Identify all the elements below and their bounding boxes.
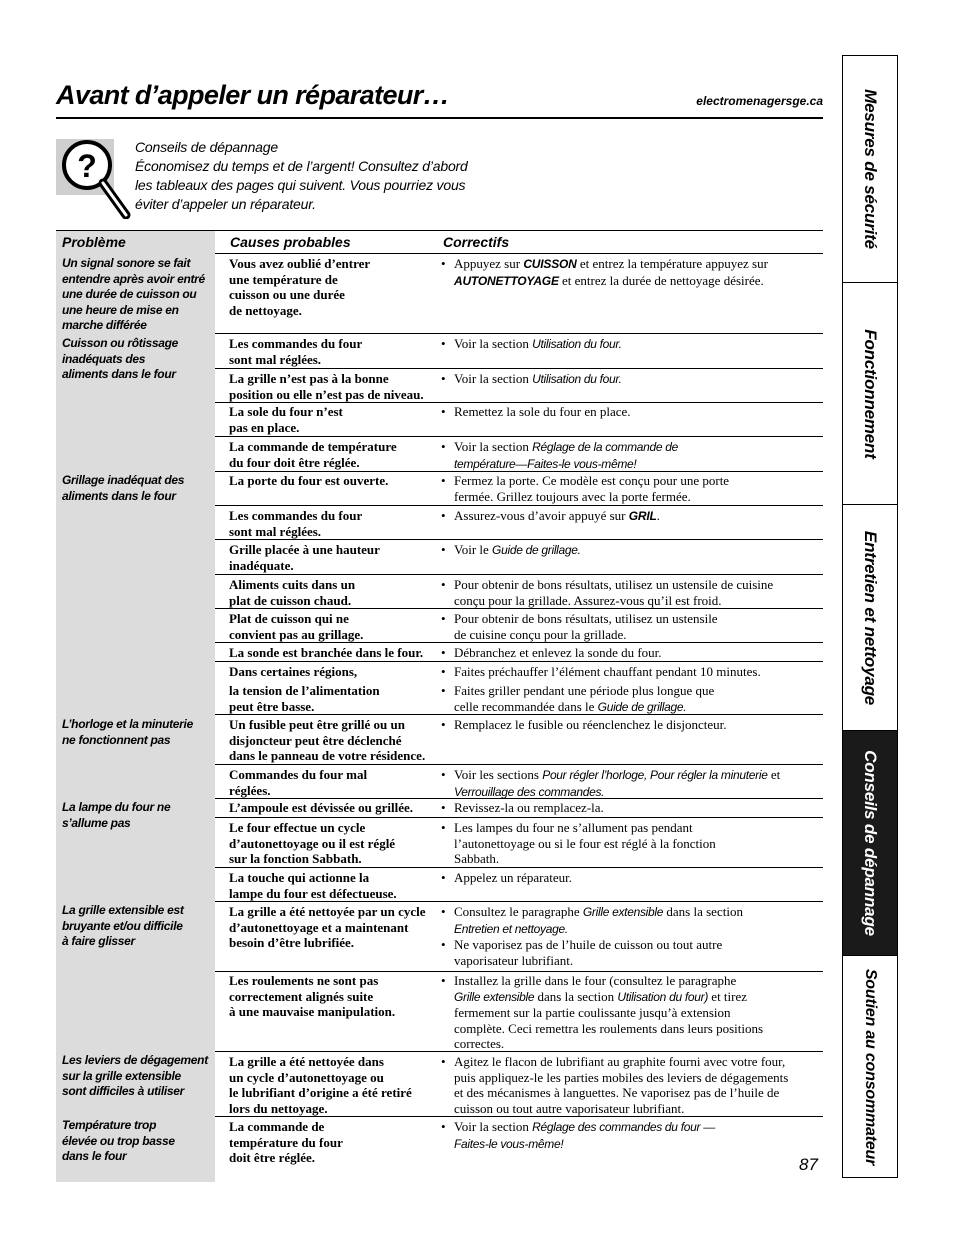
cause-line: plat de cuisson chaud. bbox=[229, 592, 352, 608]
cause-line: inadéquate. bbox=[229, 557, 294, 573]
fix-cell bbox=[440, 508, 824, 525]
fix-text: Sabbath. bbox=[454, 851, 500, 867]
section-reference: Guide de grillage. bbox=[597, 699, 687, 714]
fix-text: Débranchez et enlevez la sonde du four. bbox=[454, 645, 662, 660]
cause-line: le lubrifiant d’origine a été retiré bbox=[229, 1085, 412, 1101]
bullet-icon: • bbox=[441, 870, 446, 885]
page-title: Avant d’appeler un réparateur… bbox=[56, 80, 450, 110]
section-reference: Entretien et nettoyage. bbox=[454, 921, 568, 936]
cause-line: Commandes du four mal bbox=[229, 767, 368, 782]
problem-line: Les leviers de dégagement bbox=[62, 1053, 208, 1067]
cause-cell bbox=[229, 404, 439, 435]
cause-cell bbox=[229, 904, 439, 951]
fix-item bbox=[440, 256, 824, 289]
cause-line: température du four bbox=[229, 1134, 343, 1150]
bullet-icon: • bbox=[441, 404, 446, 419]
fix-text: Remplacez le fusible ou réenclenchez le disjoncteur. bbox=[454, 717, 727, 732]
fix-text: de cuisine conçu pour la grillade. bbox=[454, 626, 627, 642]
tab-label: Entretien et nettoyage bbox=[861, 530, 880, 705]
cause-line: La touche qui actionne la bbox=[229, 870, 370, 885]
header-fixes: Correctifs bbox=[443, 234, 510, 250]
row-divider bbox=[215, 368, 823, 369]
fix-text: l’autonettoyage ou si le four est réglé à la fonction bbox=[454, 835, 716, 851]
row-divider bbox=[215, 764, 823, 765]
fix-cell bbox=[440, 973, 824, 1052]
bullet-icon: • bbox=[441, 904, 446, 919]
bullet-icon: • bbox=[441, 937, 446, 953]
problem-line: La grille extensible est bbox=[62, 903, 184, 917]
bullet-icon: • bbox=[441, 683, 446, 698]
fix-item bbox=[440, 1119, 824, 1152]
cause-cell bbox=[229, 645, 439, 661]
cause-cell bbox=[229, 717, 439, 764]
cause-line: position ou elle n’est pas de niveau. bbox=[229, 386, 424, 402]
tab-label: Conseils de dépannage bbox=[861, 750, 880, 936]
cause-line: La commande de bbox=[229, 1119, 325, 1134]
fix-item bbox=[440, 404, 824, 420]
cause-line: La grille a été nettoyée par un cycle bbox=[229, 904, 426, 919]
intro-line: les tableaux des pages qui suivent. Vous pourriez vous bbox=[135, 177, 466, 193]
fix-text: Voir la section bbox=[454, 336, 533, 351]
section-reference: Pour régler l’horloge, Pour régler la minuterie bbox=[542, 768, 768, 782]
section-reference: Grille extensible bbox=[454, 989, 535, 1004]
fix-item bbox=[440, 937, 824, 968]
bullet-icon: • bbox=[441, 973, 446, 988]
fix-cell bbox=[440, 473, 824, 504]
autonettoyage-key-label: AUTONETTOYAGE bbox=[454, 273, 559, 288]
problem-cell bbox=[62, 903, 214, 950]
bullet-icon: • bbox=[441, 336, 446, 351]
cause-line: lampe du four est défectueuse. bbox=[229, 885, 397, 901]
fix-cell bbox=[440, 800, 824, 816]
cause-line: Aliments cuits dans un bbox=[229, 577, 356, 592]
cause-cell bbox=[229, 611, 439, 642]
problem-line: ne fonctionnent pas bbox=[62, 732, 171, 747]
fix-text: Assurez-vous d’avoir appuyé sur bbox=[454, 508, 629, 523]
problem-cell bbox=[62, 800, 214, 831]
cause-cell bbox=[229, 1054, 439, 1116]
fix-cell bbox=[440, 611, 824, 642]
fix-text: fermement sur la partie coulissante jusqu’à extension bbox=[454, 1005, 731, 1021]
cause-line: La grille n’est pas à la bonne bbox=[229, 371, 389, 386]
cause-line: à une mauvaise manipulation. bbox=[229, 1004, 396, 1020]
fix-text: fermée. Grillez toujours avec la porte fermée. bbox=[454, 488, 691, 504]
section-reference: Utilisation du four. bbox=[532, 337, 622, 351]
problem-cell bbox=[62, 1118, 214, 1165]
section-reference: température—Faites-le vous-même! bbox=[454, 456, 637, 471]
fix-text: Revissez-la ou remplacez-la. bbox=[454, 800, 604, 815]
problem-cell bbox=[62, 473, 214, 504]
fix-item bbox=[440, 577, 824, 608]
row-divider bbox=[215, 574, 823, 575]
tab-label: Mesures de sécurité bbox=[861, 89, 880, 249]
cause-cell bbox=[229, 820, 439, 867]
cause-cell bbox=[229, 800, 439, 816]
cause-line: disjoncteur peut être déclenché bbox=[229, 732, 402, 748]
section-reference: Verrouillage des commandes. bbox=[454, 784, 605, 799]
intro-text bbox=[135, 138, 468, 214]
section-reference: Réglage de la commande de bbox=[532, 440, 679, 454]
header-problem: Problème bbox=[62, 234, 126, 250]
cause-cell bbox=[229, 256, 439, 318]
cause-cell bbox=[229, 870, 439, 901]
section-reference: Guide de grillage. bbox=[492, 543, 581, 557]
fix-item bbox=[440, 473, 824, 504]
bullet-icon: • bbox=[441, 508, 446, 523]
problem-line: dans le four bbox=[62, 1149, 127, 1164]
cause-line: dans le panneau de votre résidence. bbox=[229, 748, 426, 764]
cause-cell bbox=[229, 1119, 439, 1166]
cause-line: d’autonettoyage ou il est réglé bbox=[229, 835, 396, 851]
cause-cell bbox=[229, 439, 439, 470]
cause-line: de nettoyage. bbox=[229, 302, 302, 318]
problem-line: sur la grille extensible bbox=[62, 1068, 181, 1083]
fix-item bbox=[440, 870, 824, 886]
section-reference: Faites-le vous-même! bbox=[454, 1136, 564, 1151]
cause-line: une température de bbox=[229, 271, 338, 287]
cause-line: cuisson ou une durée bbox=[229, 287, 345, 303]
cause-line: Grille placée à une hauteur bbox=[229, 542, 380, 557]
fix-cell bbox=[440, 542, 824, 559]
bullet-icon: • bbox=[441, 645, 446, 660]
bullet-icon: • bbox=[441, 1119, 446, 1134]
intro-line: Économisez du temps et de l’argent! Consultez d’abord bbox=[135, 158, 468, 174]
section-tabs bbox=[842, 55, 898, 1178]
fix-text: et entrez la température appuyez sur bbox=[576, 256, 768, 271]
fix-cell bbox=[440, 870, 824, 886]
bullet-icon: • bbox=[441, 717, 446, 732]
tab-mesures-de-securite[interactable] bbox=[843, 56, 897, 283]
cause-line: Plat de cuisson qui ne bbox=[229, 611, 349, 626]
fix-text: Faites préchauffer l’élément chauffant pendant 10 minutes. bbox=[454, 664, 761, 679]
fix-cell bbox=[440, 371, 824, 388]
cause-line: La sole du four n’est bbox=[229, 404, 343, 419]
cause-line: pas en place. bbox=[229, 419, 300, 435]
problem-line: s’allume pas bbox=[62, 815, 131, 830]
cause-line: Un fusible peut être grillé ou un bbox=[229, 717, 405, 732]
fix-item bbox=[440, 645, 824, 661]
cause-line: Les roulements ne sont pas bbox=[229, 973, 379, 988]
row-divider bbox=[215, 505, 823, 506]
fix-text: Consultez le paragraphe bbox=[454, 904, 583, 919]
cause-line: correctement alignés suite bbox=[229, 988, 374, 1004]
fix-text: Voir la section bbox=[454, 1119, 533, 1134]
tab-soutien-au-consommateur[interactable] bbox=[843, 956, 897, 1177]
fix-text: Voir le bbox=[454, 542, 493, 557]
page-number: 87 bbox=[799, 1155, 818, 1174]
fix-cell bbox=[440, 336, 824, 353]
fix-text: dans la section bbox=[663, 904, 743, 919]
bullet-icon: • bbox=[441, 577, 446, 592]
section-reference: Utilisation du four. bbox=[532, 372, 622, 386]
cause-line: Dans certaines régions, bbox=[229, 664, 358, 679]
fix-item bbox=[440, 371, 824, 388]
fix-item bbox=[440, 611, 824, 642]
bullet-icon: • bbox=[441, 439, 446, 454]
fix-cell bbox=[440, 683, 824, 715]
fix-text: complète. Ceci remettra les roulements dans leurs positions bbox=[454, 1020, 764, 1036]
intro-line: Conseils de dépannage bbox=[135, 139, 278, 155]
problem-line: Un signal sonore se fait bbox=[62, 256, 191, 270]
tab-entretien-et-nettoyage[interactable] bbox=[843, 505, 897, 731]
fix-cell bbox=[440, 439, 824, 472]
section-reference: Réglage des commandes du four — bbox=[532, 1120, 715, 1134]
svg-text:?: ? bbox=[77, 148, 97, 184]
bullet-icon: • bbox=[441, 542, 446, 557]
cause-line: réglées. bbox=[229, 782, 271, 798]
cuisson-key-label: CUISSON bbox=[523, 257, 577, 271]
cause-line: un cycle d’autonettoyage ou bbox=[229, 1069, 384, 1085]
fix-text: et des mécanismes à languettes. Ne vaporisez pas de l’huile de bbox=[454, 1085, 780, 1101]
problem-line: Cuisson ou rôtissage bbox=[62, 336, 179, 350]
fix-text: Ne vaporisez pas de l’huile de cuisson ou tout autre bbox=[454, 937, 723, 953]
fix-text: dans la section bbox=[534, 988, 618, 1004]
fix-item bbox=[440, 767, 824, 800]
section-reference: Grille extensible bbox=[582, 905, 664, 919]
fix-text: Pour obtenir de bons résultats, utilisez un ustensile bbox=[454, 611, 718, 626]
fix-text: . bbox=[656, 508, 660, 523]
row-divider bbox=[215, 817, 823, 818]
bullet-icon: • bbox=[441, 371, 446, 386]
cause-line: Le four effectue un cycle bbox=[229, 820, 366, 835]
tab-label: Fonctionnement bbox=[861, 328, 880, 459]
cause-line: Les commandes du four bbox=[229, 336, 363, 351]
cause-line: La commande de température bbox=[229, 439, 397, 454]
row-divider bbox=[215, 661, 823, 662]
cause-cell bbox=[229, 973, 439, 1020]
fix-text: correctes. bbox=[454, 1036, 505, 1052]
fix-text: et entrez la durée de nettoyage désirée. bbox=[558, 272, 764, 288]
problem-line: à faire glisser bbox=[62, 934, 135, 949]
bullet-icon: • bbox=[441, 611, 446, 626]
cause-line: La sonde est branchée dans le four. bbox=[229, 645, 424, 660]
fix-cell bbox=[440, 256, 824, 289]
fix-item bbox=[440, 717, 824, 733]
row-divider bbox=[215, 333, 823, 334]
fix-text: Les lampes du four ne s’allument pas pendant bbox=[454, 820, 693, 835]
problem-cell bbox=[62, 336, 214, 383]
fix-text: cuisson ou tout autre vaporisateur lubrifiant. bbox=[454, 1100, 685, 1116]
fix-text: conçu pour la grillade. Assurez-vous qu’il est froid. bbox=[454, 592, 722, 608]
fix-item bbox=[440, 683, 824, 715]
bullet-icon: • bbox=[441, 1054, 446, 1069]
fix-text: Agitez le flacon de lubrifiant au graphite fourni avec votre four, bbox=[454, 1054, 786, 1069]
fix-text: celle recommandée dans le bbox=[454, 698, 598, 714]
problem-line: une heure de mise en bbox=[62, 302, 179, 317]
row-divider bbox=[215, 436, 823, 437]
row-divider bbox=[215, 971, 823, 972]
problem-line: Température trop bbox=[62, 1118, 157, 1132]
bullet-icon: • bbox=[441, 256, 446, 271]
problem-line: marche différée bbox=[62, 318, 147, 333]
cause-line: sont mal réglées. bbox=[229, 351, 322, 367]
fix-item bbox=[440, 508, 824, 525]
fix-text: Faites griller pendant une période plus longue que bbox=[454, 683, 715, 698]
problem-cell bbox=[62, 256, 214, 334]
fix-cell bbox=[440, 1054, 824, 1116]
fix-cell bbox=[440, 645, 824, 661]
fix-item bbox=[440, 336, 824, 353]
fix-cell bbox=[440, 717, 824, 733]
cause-line: du four doit être réglée. bbox=[229, 454, 360, 470]
problem-line: aliments dans le four bbox=[62, 488, 176, 503]
tab-fonctionnement[interactable] bbox=[843, 283, 897, 505]
cause-line: peut être basse. bbox=[229, 698, 315, 714]
table-header-rule bbox=[215, 253, 823, 254]
fix-text: Fermez la porte. Ce modèle est conçu pour une porte bbox=[454, 473, 730, 488]
problem-line: Grillage inadéquat des bbox=[62, 473, 185, 487]
cause-line: la tension de l’alimentation bbox=[229, 683, 380, 698]
cause-line: lors du nettoyage. bbox=[229, 1100, 328, 1116]
gril-key-label: GRIL bbox=[628, 509, 657, 523]
fix-cell bbox=[440, 577, 824, 608]
fix-text: puis appliquez-le les parties mobiles des leviers de dégagements bbox=[454, 1069, 789, 1085]
fix-cell bbox=[440, 1119, 824, 1152]
fix-cell bbox=[440, 767, 824, 800]
fix-text: et bbox=[767, 767, 781, 782]
cause-line: L’ampoule est dévissée ou grillée. bbox=[229, 800, 414, 815]
problem-line: une durée de cuisson ou bbox=[62, 287, 197, 302]
cause-line: La porte du four est ouverte. bbox=[229, 473, 389, 488]
fix-text: vaporisateur lubrifiant. bbox=[454, 952, 574, 968]
fix-cell bbox=[440, 664, 824, 680]
cause-line: convient pas au grillage. bbox=[229, 626, 364, 642]
problem-line: inadéquats des bbox=[62, 351, 146, 366]
cause-cell bbox=[229, 336, 439, 367]
fix-item bbox=[440, 1054, 824, 1116]
cause-line: sont mal réglées. bbox=[229, 523, 322, 539]
bullet-icon: • bbox=[441, 800, 446, 815]
title-divider bbox=[56, 117, 823, 119]
fix-text: Remettez la sole du four en place. bbox=[454, 404, 631, 419]
problem-line: élevée ou trop basse bbox=[62, 1133, 175, 1148]
intro-line: éviter d’appeler un réparateur. bbox=[135, 196, 316, 212]
problem-line: sont difficiles à utiliser bbox=[62, 1084, 185, 1099]
problem-line: La lampe du four ne bbox=[62, 800, 171, 814]
fix-item bbox=[440, 800, 824, 816]
fix-cell bbox=[440, 904, 824, 968]
tab-conseils-de-depannage[interactable] bbox=[843, 731, 897, 956]
cause-cell bbox=[229, 577, 439, 608]
problem-cell bbox=[62, 1053, 214, 1100]
fix-text: Voir la section bbox=[454, 371, 533, 386]
fix-item bbox=[440, 973, 824, 1052]
bullet-icon: • bbox=[441, 767, 446, 782]
fix-cell bbox=[440, 820, 824, 867]
cause-line: besoin d’être lubrifiée. bbox=[229, 935, 355, 951]
fix-text: Installez la grille dans le four (consultez le paragraphe bbox=[454, 973, 737, 988]
fix-item bbox=[440, 904, 824, 937]
cause-cell bbox=[229, 473, 439, 489]
bullet-icon: • bbox=[441, 664, 446, 679]
cause-cell bbox=[229, 767, 439, 798]
problem-cell bbox=[62, 717, 214, 748]
cause-line: d’autonettoyage et a maintenant bbox=[229, 919, 409, 935]
fix-text: Voir les sections bbox=[454, 767, 543, 782]
bullet-icon: • bbox=[441, 820, 446, 835]
problem-line: bruyante et/ou difficile bbox=[62, 918, 183, 933]
cause-line: Vous avez oublié d’entrer bbox=[229, 256, 371, 271]
fix-text: Voir la section bbox=[454, 439, 533, 454]
fix-item bbox=[440, 664, 824, 680]
problem-line: L’horloge et la minuterie bbox=[62, 717, 193, 731]
cause-cell bbox=[229, 371, 439, 402]
row-divider bbox=[215, 867, 823, 868]
problem-line: entendre après avoir entré bbox=[62, 271, 205, 286]
cause-line: La grille a été nettoyée dans bbox=[229, 1054, 384, 1069]
cause-line: doit être réglée. bbox=[229, 1150, 316, 1166]
fix-text: Appuyez sur bbox=[454, 256, 524, 271]
fix-text: et tirez bbox=[708, 988, 748, 1004]
cause-line: sur la fonction Sabbath. bbox=[229, 851, 362, 867]
cause-cell bbox=[229, 683, 439, 714]
section-reference: Utilisation du four) bbox=[617, 989, 709, 1004]
question-mark-magnifier-icon bbox=[56, 135, 136, 219]
fix-item bbox=[440, 542, 824, 559]
website-url[interactable]: electromenagersge.ca bbox=[696, 94, 823, 108]
tab-label: Soutien au consommateur bbox=[862, 968, 879, 1165]
cause-cell bbox=[229, 664, 439, 680]
fix-text: Pour obtenir de bons résultats, utilisez un ustensile de cuisine bbox=[454, 577, 774, 592]
fix-item bbox=[440, 820, 824, 867]
table-top-rule bbox=[56, 230, 823, 231]
fix-text: Appelez un réparateur. bbox=[454, 870, 573, 885]
cause-cell bbox=[229, 542, 439, 573]
fix-item bbox=[440, 439, 824, 472]
header-causes: Causes probables bbox=[230, 234, 351, 250]
cause-cell bbox=[229, 508, 439, 539]
cause-line: Les commandes du four bbox=[229, 508, 363, 523]
fix-cell bbox=[440, 404, 824, 420]
bullet-icon: • bbox=[441, 473, 446, 488]
problem-line: aliments dans le four bbox=[62, 367, 176, 382]
